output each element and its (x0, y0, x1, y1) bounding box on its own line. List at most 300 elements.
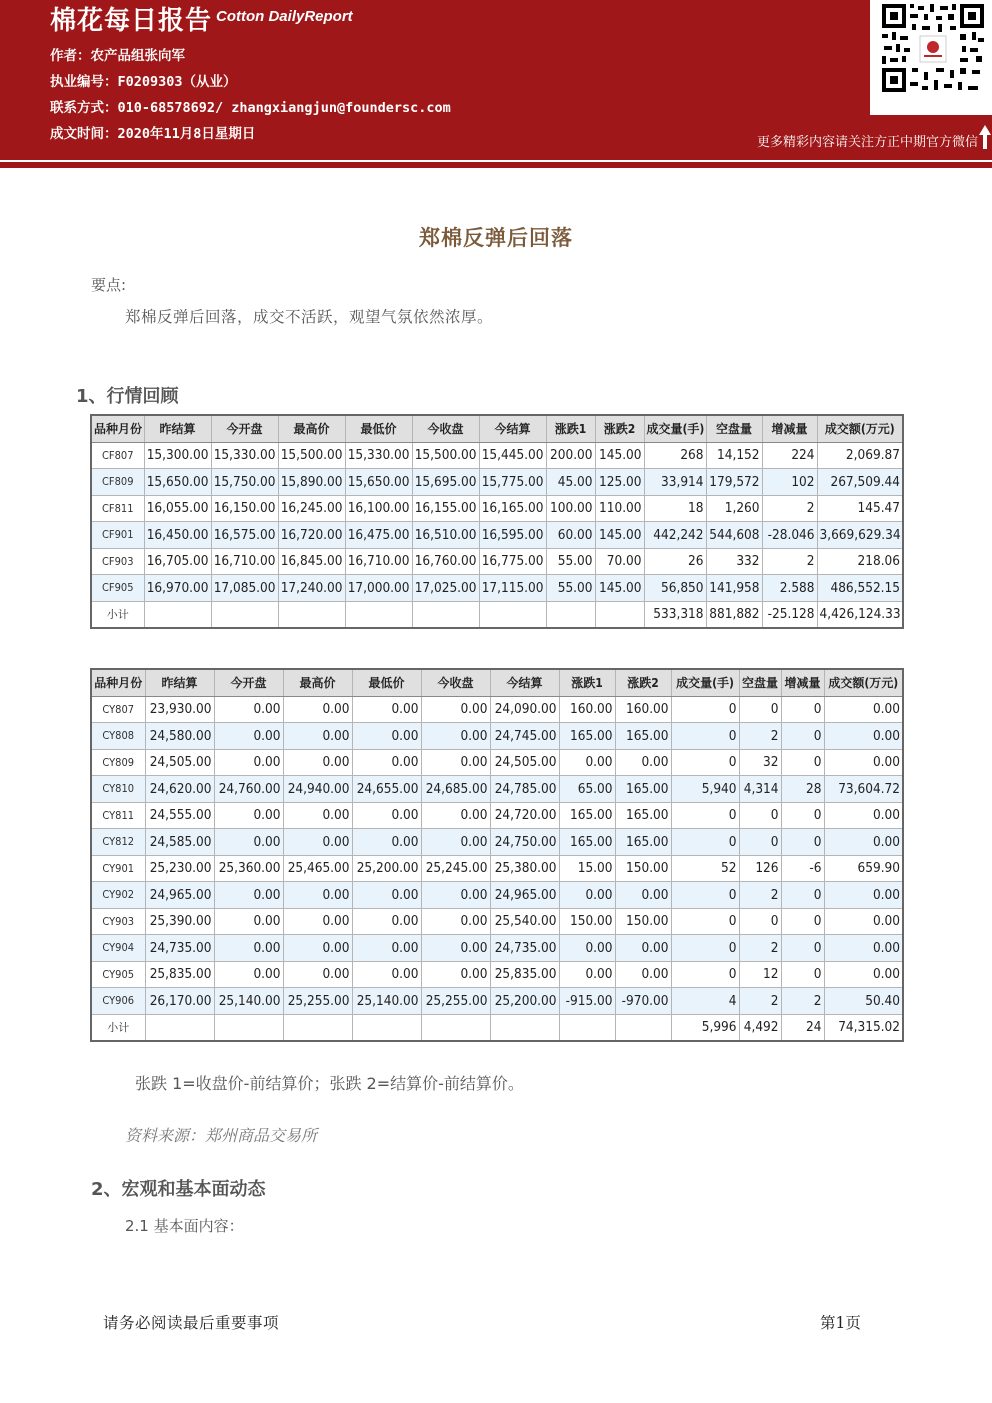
contract-code-cell: CY906 (91, 988, 145, 1015)
table-cell: 0 (781, 723, 824, 750)
contract-code-cell: CY901 (91, 855, 145, 882)
table-cell: 0 (671, 829, 739, 856)
table-cell: 15.00 (559, 855, 615, 882)
column-header: 涨跌1 (546, 415, 595, 442)
table-cell: 25,380.00 (490, 855, 559, 882)
table-cell: 160.00 (615, 696, 671, 723)
table-cell: 0.00 (421, 935, 490, 962)
table-cell: 544,608 (706, 522, 762, 549)
column-header: 今开盘 (211, 415, 278, 442)
table-cell: 0.00 (214, 723, 283, 750)
subtotal-cell (421, 1014, 490, 1041)
table-cell: 0.00 (352, 935, 421, 962)
column-header: 空盘量 (706, 415, 762, 442)
table-cell: 15,445.00 (479, 442, 546, 469)
subtotal-cell: 533,318 (644, 601, 706, 628)
table-cell: 100.00 (546, 495, 595, 522)
table-cell: 16,100.00 (345, 495, 412, 522)
column-header: 昨结算 (145, 669, 214, 696)
table-cell: 0.00 (824, 696, 903, 723)
table-cell: 55.00 (546, 548, 595, 575)
report-title-cn: 棉花每日报告 (50, 6, 213, 36)
footer-notice: 请务必阅读最后重要事项 (103, 1314, 280, 1332)
table-cell: 16,165.00 (479, 495, 546, 522)
table-cell: 17,115.00 (479, 575, 546, 602)
table-cell: -28.046 (762, 522, 817, 549)
table-cell: 150.00 (559, 908, 615, 935)
table-header-row (91, 415, 903, 442)
table-cell: 16,775.00 (479, 548, 546, 575)
subtotal-cell (615, 1014, 671, 1041)
table-cell: 0.00 (421, 829, 490, 856)
subtotal-cell: 881,882 (706, 601, 762, 628)
section-market-review: 1、行情回顾 (76, 386, 179, 407)
table-row (91, 855, 903, 882)
table-cell: 141,958 (706, 575, 762, 602)
subtotal-cell (214, 1014, 283, 1041)
table-cell: 150.00 (615, 855, 671, 882)
table-cell: 145.00 (595, 442, 644, 469)
table-cell: 25,230.00 (145, 855, 214, 882)
table-cell: 0 (671, 723, 739, 750)
table-cell: 15,500.00 (278, 442, 345, 469)
section-macro-fundamentals: 2、宏观和基本面动态 (91, 1179, 266, 1200)
table-cell: 165.00 (559, 723, 615, 750)
table-cell: 165.00 (615, 802, 671, 829)
table-cell: 15,500.00 (412, 442, 479, 469)
contract-code-cell: CF809 (91, 469, 144, 496)
table-cell: 0 (671, 961, 739, 988)
table-cell: 17,000.00 (345, 575, 412, 602)
table-cell: 0.00 (214, 882, 283, 909)
subtotal-cell (559, 1014, 615, 1041)
table-cell: 268 (644, 442, 706, 469)
table-cell: 0.00 (559, 882, 615, 909)
table-cell: 0.00 (615, 935, 671, 962)
table-cell: 3,669,629.34 (817, 522, 903, 549)
table-cell: 0 (739, 802, 781, 829)
table-cell: 24,505.00 (145, 749, 214, 776)
table-cell: 0 (739, 908, 781, 935)
table-row (91, 522, 903, 549)
table-cell: 0 (671, 802, 739, 829)
table-cell: 17,025.00 (412, 575, 479, 602)
table-cell: 24,555.00 (145, 802, 214, 829)
table-cell: 165.00 (615, 776, 671, 803)
license-line: 执业编号：F0209303（从业） (50, 74, 237, 90)
table-cell: 125.00 (595, 469, 644, 496)
table-cell: 16,845.00 (278, 548, 345, 575)
contract-code-cell: CY811 (91, 802, 145, 829)
table-cell: 0.00 (615, 961, 671, 988)
subtotal-cell (144, 601, 211, 628)
table-cell: 15,890.00 (278, 469, 345, 496)
table-row (91, 575, 903, 602)
column-header: 成交量(手) (671, 669, 739, 696)
table-cell: 23,930.00 (145, 696, 214, 723)
subtotal-label: 小计 (91, 1014, 145, 1041)
table-cell: 110.00 (595, 495, 644, 522)
table-cell: 2 (739, 882, 781, 909)
column-header: 涨跌1 (559, 669, 615, 696)
table-cell: 145.00 (595, 575, 644, 602)
table-cell: 24,735.00 (145, 935, 214, 962)
subtotal-cell (595, 601, 644, 628)
subtotal-cell (345, 601, 412, 628)
table-cell: 0.00 (352, 723, 421, 750)
key-points-label: 要点: (91, 276, 127, 294)
table-cell: 145.47 (817, 495, 903, 522)
table-cell: 0.00 (559, 935, 615, 962)
table-cell: 16,710.00 (211, 548, 278, 575)
table-cell: 0 (671, 696, 739, 723)
subtotal-cell: 5,996 (671, 1014, 739, 1041)
table-cell: 24,760.00 (214, 776, 283, 803)
table-cell: 0.00 (824, 802, 903, 829)
table-cell: 332 (706, 548, 762, 575)
column-header: 涨跌2 (595, 415, 644, 442)
table-cell: 165.00 (615, 829, 671, 856)
table-cell: 2 (739, 723, 781, 750)
table-cell: 0 (781, 882, 824, 909)
table-cell: 0.00 (824, 882, 903, 909)
table-cell: 200.00 (546, 442, 595, 469)
table-cell: 0.00 (352, 749, 421, 776)
table-cell: 0.00 (421, 696, 490, 723)
data-source: 资料来源：郑州商品交易所 (125, 1126, 318, 1145)
table-cell: 25,245.00 (421, 855, 490, 882)
table-cell: 24,620.00 (145, 776, 214, 803)
table-cell: 18 (644, 495, 706, 522)
subtotal-cell: 4,426,124.33 (817, 601, 903, 628)
contract-code-cell: CY904 (91, 935, 145, 962)
table-row (91, 749, 903, 776)
column-header: 成交量(手) (644, 415, 706, 442)
wechat-follow-tip: 更多精彩内容请关注方正中期官方微信 (756, 135, 978, 150)
table-cell: 0.00 (421, 961, 490, 988)
table-cell: 65.00 (559, 776, 615, 803)
contact-line: 联系方式：010-68578692/ zhangxiangjun@foundersc.com (50, 100, 451, 116)
table-cell: 5,940 (671, 776, 739, 803)
table-cell: 4 (671, 988, 739, 1015)
subtotal-cell: 74,315.02 (824, 1014, 903, 1041)
table-cell: 2 (781, 988, 824, 1015)
table-cell: 0.00 (824, 935, 903, 962)
qr-code-icon (880, 2, 986, 94)
table-row (91, 723, 903, 750)
table-cell: 16,155.00 (412, 495, 479, 522)
column-header: 今开盘 (214, 669, 283, 696)
table-cell: 442,242 (644, 522, 706, 549)
table-cell: 60.00 (546, 522, 595, 549)
formula-note: 张跌 1=收盘价-前结算价；张跌 2=结算价-前结算价。 (135, 1074, 524, 1093)
doc-title: 郑棉反弹后回落 (419, 226, 573, 250)
table-cell: 0.00 (283, 802, 352, 829)
table-cell: -970.00 (615, 988, 671, 1015)
table-cell: 0.00 (214, 908, 283, 935)
table-cell: 24,965.00 (490, 882, 559, 909)
table-cell: -915.00 (559, 988, 615, 1015)
table-cell: 0.00 (559, 961, 615, 988)
table-cell: 25,390.00 (145, 908, 214, 935)
column-header: 成交额(万元) (817, 415, 903, 442)
table-cell: 0.00 (283, 908, 352, 935)
table-cell: 659.90 (824, 855, 903, 882)
table-cell: 0.00 (421, 908, 490, 935)
column-header: 最低价 (352, 669, 421, 696)
table-cell: 24,720.00 (490, 802, 559, 829)
table-cell: 2 (762, 495, 817, 522)
table-cell: 0 (739, 696, 781, 723)
subtotal-cell (412, 601, 479, 628)
table-cell: 0 (671, 882, 739, 909)
table-cell: 45.00 (546, 469, 595, 496)
table-cell: 165.00 (615, 723, 671, 750)
column-header: 今结算 (490, 669, 559, 696)
table-cell: 0.00 (214, 696, 283, 723)
table-row (91, 935, 903, 962)
column-header: 涨跌2 (615, 669, 671, 696)
table-cell: -6 (781, 855, 824, 882)
contract-code-cell: CF901 (91, 522, 144, 549)
subtotal-cell (145, 1014, 214, 1041)
table-cell: 0.00 (421, 749, 490, 776)
table-cell: 0.00 (559, 749, 615, 776)
date-line: 成文时间：2020年11月8日星期日 (50, 126, 256, 142)
table-cell: 0 (781, 749, 824, 776)
table-row (91, 988, 903, 1015)
table-cell: 0 (781, 935, 824, 962)
table-cell: 16,595.00 (479, 522, 546, 549)
table-cell: 25,835.00 (145, 961, 214, 988)
page-number: 第1页 (820, 1314, 861, 1332)
table-cell: 126 (739, 855, 781, 882)
table-cell: 2.588 (762, 575, 817, 602)
table-cell: 0 (781, 802, 824, 829)
table-cell: 0.00 (352, 882, 421, 909)
table-cell: 28 (781, 776, 824, 803)
table-cell: 15,300.00 (144, 442, 211, 469)
table-cell: 0.00 (615, 882, 671, 909)
table-cell: 0 (781, 908, 824, 935)
table-cell: 0.00 (283, 749, 352, 776)
table-cell: 2 (762, 548, 817, 575)
table-cell: 0 (671, 749, 739, 776)
subtotal-cell: 24 (781, 1014, 824, 1041)
table-cell: 2 (739, 935, 781, 962)
table-row (91, 548, 903, 575)
subtotal-row (91, 601, 903, 628)
contract-code-cell: CY810 (91, 776, 145, 803)
contract-code-cell: CY807 (91, 696, 145, 723)
table-cell: 0.00 (214, 749, 283, 776)
column-header: 成交额(万元) (824, 669, 903, 696)
table-cell: 267,509.44 (817, 469, 903, 496)
table-row (91, 961, 903, 988)
table-cell: 0.00 (214, 961, 283, 988)
subtotal-cell (490, 1014, 559, 1041)
table-cell: 24,685.00 (421, 776, 490, 803)
table-cell: 16,760.00 (412, 548, 479, 575)
subsection-fundamentals: 2.1 基本面内容： (125, 1217, 244, 1235)
table-cell: 4,314 (739, 776, 781, 803)
table-cell: 0.00 (824, 723, 903, 750)
table-cell: 0 (781, 829, 824, 856)
table-cell: 16,450.00 (144, 522, 211, 549)
table-cell: 150.00 (615, 908, 671, 935)
table-cell: 179,572 (706, 469, 762, 496)
table-cell: 17,085.00 (211, 575, 278, 602)
table-cell: 24,580.00 (145, 723, 214, 750)
table-cell: 16,575.00 (211, 522, 278, 549)
column-header: 最低价 (345, 415, 412, 442)
table-cell: 25,540.00 (490, 908, 559, 935)
table-cell: 160.00 (559, 696, 615, 723)
table-cell: 25,255.00 (421, 988, 490, 1015)
table-cell: 15,750.00 (211, 469, 278, 496)
table-cell: 16,055.00 (144, 495, 211, 522)
table-cell: 24,785.00 (490, 776, 559, 803)
contract-code-cell: CY903 (91, 908, 145, 935)
table-cell: 17,240.00 (278, 575, 345, 602)
table-cell: 0.00 (352, 802, 421, 829)
table-cell: 24,505.00 (490, 749, 559, 776)
table-cell: 26 (644, 548, 706, 575)
column-header: 最高价 (283, 669, 352, 696)
table-cell: 70.00 (595, 548, 644, 575)
table-cell: 0.00 (283, 882, 352, 909)
table-cell: 218.06 (817, 548, 903, 575)
table-cell: 2 (739, 988, 781, 1015)
table-row (91, 908, 903, 935)
table-cell: 16,705.00 (144, 548, 211, 575)
table-cell: 165.00 (559, 802, 615, 829)
contract-code-cell: CF905 (91, 575, 144, 602)
report-title-en: Cotton DailyReport (216, 8, 353, 25)
subtotal-row (91, 1014, 903, 1041)
contract-code-cell: CF903 (91, 548, 144, 575)
column-header: 品种月份 (91, 669, 145, 696)
contract-code-cell: CY902 (91, 882, 145, 909)
subtotal-cell (479, 601, 546, 628)
table-cell: 15,775.00 (479, 469, 546, 496)
contract-code-cell: CY809 (91, 749, 145, 776)
table-cell: 0.00 (283, 961, 352, 988)
up-arrow-icon (978, 124, 992, 150)
table-cell: 25,140.00 (352, 988, 421, 1015)
table-header-row (91, 669, 903, 696)
table-cell: 32 (739, 749, 781, 776)
column-header: 昨结算 (144, 415, 211, 442)
column-header: 最高价 (278, 415, 345, 442)
table-cell: 25,200.00 (352, 855, 421, 882)
table-cell: 0.00 (214, 802, 283, 829)
table-cell: 16,475.00 (345, 522, 412, 549)
contract-code-cell: CY905 (91, 961, 145, 988)
table-cell: 0.00 (824, 749, 903, 776)
table-cell: 1,260 (706, 495, 762, 522)
subtotal-cell (283, 1014, 352, 1041)
table-row (91, 776, 903, 803)
table-cell: 16,710.00 (345, 548, 412, 575)
table-cell: 14,152 (706, 442, 762, 469)
table-cell: 0 (781, 696, 824, 723)
table-cell: 0.00 (283, 723, 352, 750)
subtotal-cell (352, 1014, 421, 1041)
table-cell: 0 (781, 961, 824, 988)
table-cell: 0.00 (421, 723, 490, 750)
table-cell: 24,940.00 (283, 776, 352, 803)
table-row (91, 469, 903, 496)
table-cell: 0.00 (824, 908, 903, 935)
table-cell: 15,695.00 (412, 469, 479, 496)
table-cell: 24,655.00 (352, 776, 421, 803)
column-header: 今收盘 (421, 669, 490, 696)
key-points-text: 郑棉反弹后回落，成交不活跃，观望气氛依然浓厚。 (125, 308, 494, 326)
table-cell: 0.00 (283, 935, 352, 962)
table-cell: 24,090.00 (490, 696, 559, 723)
table-cell: 73,604.72 (824, 776, 903, 803)
table-cell: 24,735.00 (490, 935, 559, 962)
column-header: 今结算 (479, 415, 546, 442)
table-cell: 12 (739, 961, 781, 988)
table-cell: 0.00 (283, 829, 352, 856)
table-cell: 0.00 (352, 908, 421, 935)
table-cell: 25,200.00 (490, 988, 559, 1015)
table-cell: 56,850 (644, 575, 706, 602)
cf-futures-table (90, 414, 904, 629)
table-cell: 55.00 (546, 575, 595, 602)
table-cell: 0.00 (352, 961, 421, 988)
column-header: 空盘量 (739, 669, 781, 696)
table-cell: 25,465.00 (283, 855, 352, 882)
table-cell: 24,750.00 (490, 829, 559, 856)
table-cell: 165.00 (559, 829, 615, 856)
table-cell: 0.00 (824, 829, 903, 856)
table-cell: 15,330.00 (345, 442, 412, 469)
table-cell: 15,330.00 (211, 442, 278, 469)
header-divider (0, 162, 992, 168)
subtotal-cell (211, 601, 278, 628)
table-cell: 25,255.00 (283, 988, 352, 1015)
table-cell: 25,835.00 (490, 961, 559, 988)
table-cell: 224 (762, 442, 817, 469)
subtotal-cell: 4,492 (739, 1014, 781, 1041)
cy-futures-table (90, 668, 904, 1042)
subtotal-cell (546, 601, 595, 628)
subtotal-cell (278, 601, 345, 628)
table-cell: 16,970.00 (144, 575, 211, 602)
table-cell: 16,720.00 (278, 522, 345, 549)
table-cell: 16,510.00 (412, 522, 479, 549)
table-cell: 15,650.00 (345, 469, 412, 496)
table-cell: 0.00 (615, 749, 671, 776)
table-row (91, 495, 903, 522)
table-cell: 52 (671, 855, 739, 882)
column-header: 今收盘 (412, 415, 479, 442)
table-cell: 16,245.00 (278, 495, 345, 522)
table-cell: 24,965.00 (145, 882, 214, 909)
table-cell: 0 (671, 908, 739, 935)
contract-code-cell: CY808 (91, 723, 145, 750)
table-cell: 24,745.00 (490, 723, 559, 750)
contract-code-cell: CY812 (91, 829, 145, 856)
column-header: 增减量 (762, 415, 817, 442)
table-row (91, 696, 903, 723)
subtotal-cell: -25.128 (762, 601, 817, 628)
contract-code-cell: CF811 (91, 495, 144, 522)
table-cell: 15,650.00 (144, 469, 211, 496)
